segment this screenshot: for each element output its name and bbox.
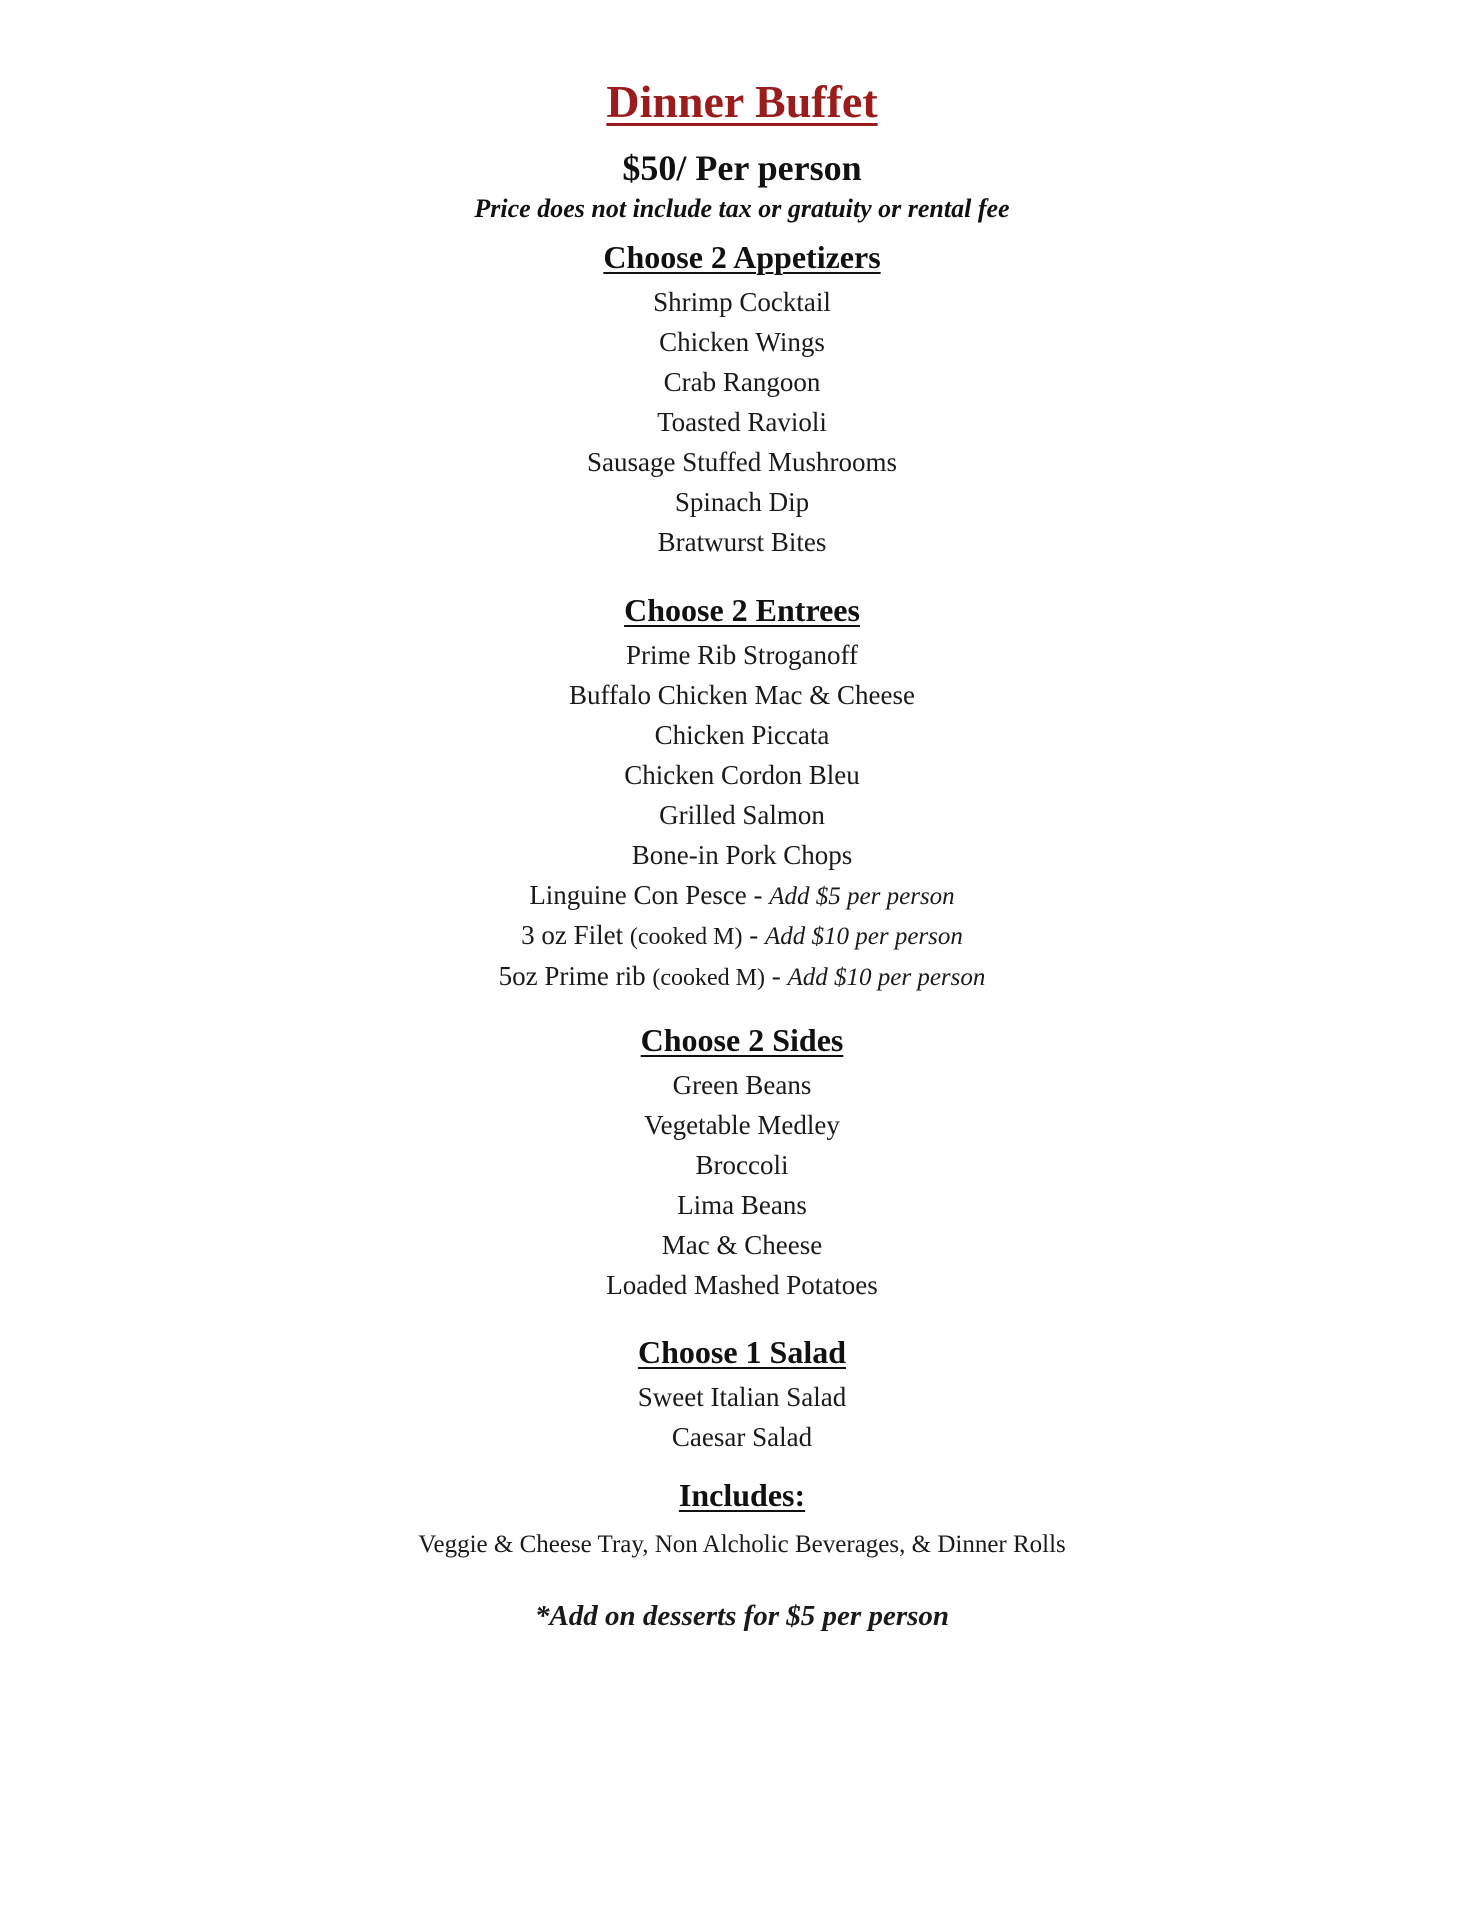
- side-item: Green Beans: [672, 1070, 812, 1100]
- entree-item: Chicken Cordon Bleu: [624, 760, 860, 790]
- entrees-heading: Choose 2 Entrees: [624, 592, 860, 628]
- side-item: Vegetable Medley: [644, 1110, 840, 1140]
- entree-item-prime-rib: [0, 956, 1484, 998]
- entree-item-linguine: [0, 875, 1484, 917]
- entree-item-filet: [0, 915, 1484, 957]
- entree-name: 3 oz Filet: [521, 920, 624, 950]
- appetizer-item: Crab Rangoon: [663, 367, 821, 397]
- includes-heading: Includes:: [678, 1477, 806, 1513]
- salad-item: Caesar Salad: [671, 1422, 813, 1452]
- entree-cook-level: (cooked M): [652, 965, 765, 991]
- price-disclaimer: Price does not include tax or gratuity or rental fee: [474, 194, 1010, 223]
- entree-separator: -: [764, 961, 788, 991]
- appetizer-item: Spinach Dip: [674, 487, 810, 517]
- entree-surcharge: Add $10 per person: [764, 923, 963, 950]
- appetizer-item: Toasted Ravioli: [657, 407, 827, 437]
- entree-separator: -: [742, 920, 765, 950]
- entree-separator: -: [746, 880, 770, 910]
- entree-name: 5oz Prime rib: [498, 961, 646, 991]
- appetizer-item: Chicken Wings: [659, 327, 825, 357]
- entree-item: Bone-in Pork Chops: [631, 840, 853, 870]
- entree-item: Chicken Piccata: [654, 720, 830, 750]
- salads-heading: Choose 1 Salad: [637, 1334, 847, 1370]
- side-item: Broccoli: [695, 1150, 789, 1180]
- sides-heading: Choose 2 Sides: [640, 1022, 844, 1058]
- entree-item: Buffalo Chicken Mac & Cheese: [569, 680, 915, 710]
- dessert-addon-note: *Add on desserts for $5 per person: [534, 1600, 950, 1632]
- entree-surcharge: Add $5 per person: [769, 883, 955, 910]
- side-item: Mac & Cheese: [661, 1230, 823, 1260]
- appetizer-item: Sausage Stuffed Mushrooms: [587, 447, 897, 477]
- salad-item: Sweet Italian Salad: [637, 1382, 847, 1412]
- entree-item: Grilled Salmon: [659, 800, 825, 830]
- entree-surcharge: Add $10 per person: [787, 964, 986, 991]
- entree-item: Prime Rib Stroganoff: [626, 640, 858, 670]
- entree-cook-level: (cooked M): [629, 924, 743, 950]
- side-item: Loaded Mashed Potatoes: [606, 1270, 878, 1300]
- page-title: Dinner Buffet: [606, 76, 878, 127]
- entree-name: Linguine Con Pesce: [529, 880, 747, 910]
- includes-text: Veggie & Cheese Tray, Non Alcholic Beverages, & Dinner Rolls: [418, 1531, 1066, 1558]
- side-item: Lima Beans: [677, 1190, 807, 1220]
- appetizer-item: Bratwurst Bites: [657, 527, 827, 557]
- appetizer-item: Shrimp Cocktail: [653, 287, 831, 317]
- appetizers-heading: Choose 2 Appetizers: [603, 239, 881, 275]
- price-per-person: $50/ Per person: [622, 148, 862, 188]
